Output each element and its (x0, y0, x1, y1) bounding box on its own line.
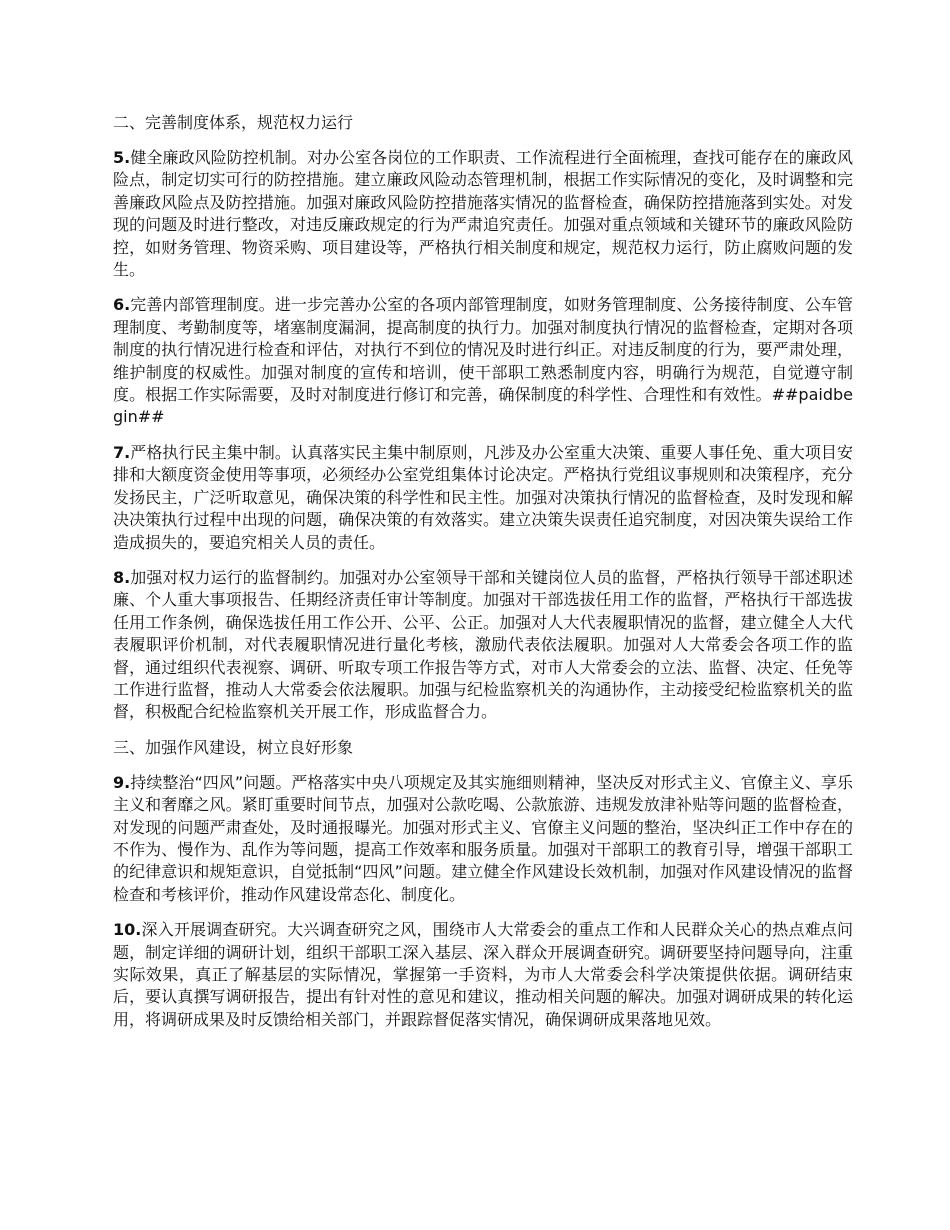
paragraph-item-10 (113, 919, 853, 1031)
item-text: 严格执行民主集中制。认真落实民主集中制原则，凡涉及办公室重大决策、重要人事任免、重大项目安排和大额度资金使用等事项，必须经办公室党组集体讨论决定。严格执行党组议事规则和决策程序，充分发扬民主，广泛听取意见，确保决策的科学性和民主性。加强对决策执行情况的监督检查，及时发现和解决决策执行过程中出现的问题，确保决策的有效落实。建立决策失误责任追究制度，对因决策失误给工作造成损失的，要追究相关人员的责任。 (113, 442, 853, 552)
document-body (113, 112, 853, 1044)
item-text: 持续整治“四风”问题。严格落实中央八项规定及其实施细则精神，坚决反对形式主义、官僚主义、享乐主义和奢靡之风。紧盯重要时间节点，加强对公款吃喝、公款旅游、违规发放津补贴等问题的监督检查，对发现的问题严肃查处，及时通报曝光。加强对形式主义、官僚主义问题的整治，坚决纠正工作中存在的不作为、慢作为、乱作为等问题，提高工作效率和服务质量。加强对干部职工的教育引导，增强干部职工的纪律意识和规矩意识，自觉抵制“四风”问题。建立健全作风建设长效机制，加强对作风建设情况的监督检查和考核评价，推动作风建设常态化、制度化。 (113, 772, 853, 904)
item-number: 6. (113, 295, 131, 315)
item-number: 8. (113, 567, 131, 587)
item-number: 10. (113, 920, 142, 940)
paragraph-item-6 (113, 294, 853, 428)
paragraph-item-8 (113, 567, 853, 724)
paragraph-item-7 (113, 442, 853, 554)
section-heading-2: 二、完善制度体系，规范权力运行 (113, 113, 354, 132)
item-number: 7. (113, 442, 131, 462)
paragraph-item-5 (113, 147, 853, 281)
item-text: 完善内部管理制度。进一步完善办公室的各项内部管理制度，如财务管理制度、公务接待制度、公车管理制度、考勤制度等，堵塞制度漏洞，提高制度的执行力。加强对制度执行情况的监督检查，定期对各项制度的执行情况进行检查和评估，对执行不到位的情况及时进行纠正。对违反制度的行为，要严肃处理，维护制度的权威性。加强对制度的宣传和培训，使干部职工熟悉制度内容，明确行为规范，自觉遵守制度。根据工作实际需要，及时对制度进行修订和完善，确保制度的科学性、合理性和有效性。##paidbegin## (113, 295, 853, 427)
item-number: 5. (113, 148, 131, 167)
paragraph-item-9 (113, 772, 853, 906)
item-text: 健全廉政风险防控机制。对办公室各岗位的工作职责、工作流程进行全面梳理，查找可能存在的廉政风险点，制定切实可行的防控措施。建立廉政风险动态管理机制，根据工作实际情况的变化，及时调整和完善廉政风险点及防控措施。加强对廉政风险防控措施落实情况的监督检查，确保防控措施落到实处。对发现的问题及时进行整改，对违反廉政规定的行为严肃追究责任。加强对重点领域和关键环节的廉政风险防控，如财务管理、物资采购、项目建设等，严格执行相关制度和规定，规范权力运行，防止腐败问题的发生。 (113, 148, 853, 280)
item-text: 加强对权力运行的监督制约。加强对办公室领导干部和关键岗位人员的监督，严格执行领导干部述职述廉、个人重大事项报告、任期经济责任审计等制度。加强对干部选拔任用工作的监督，严格执行干部选拔任用工作条例，确保选拔任用工作公开、公平、公正。加强对人大代表履职情况的监督，建立健全人大代表履职评价机制，对代表履职情况进行量化考核，激励代表依法履职。加强对人大常委会各项工作的监督，通过组织代表视察、调研、听取专项工作报告等方式，对市人大常委会的立法、监督、决定、任免等工作进行监督，推动人大常委会依法履职。加强与纪检监察机关的沟通协作，主动接受纪检监察机关的监督，积极配合纪检监察机关开展工作，形成监督合力。 (113, 567, 853, 722)
section-heading-3: 三、加强作风建设，树立良好形象 (113, 737, 354, 757)
item-number: 9. (113, 772, 131, 792)
item-text: 深入开展调查研究。大兴调查研究之风，围绕市人大常委会的重点工作和人民群众关心的热点难点问题，制定详细的调研计划，组织干部职工深入基层、深入群众开展调查研究。调研要坚持问题导向，注重实际效果，真正了解基层的实际情况，掌握第一手资料，为市人大常委会科学决策提供依据。调研结束后，要认真撰写调研报告，提出有针对性的意见和建议，推动相关问题的解决。加强对调研成果的转化运用，将调研成果及时反馈给相关部门，并跟踪督促落实情况，确保调研成果落地见效。 (113, 920, 853, 1029)
